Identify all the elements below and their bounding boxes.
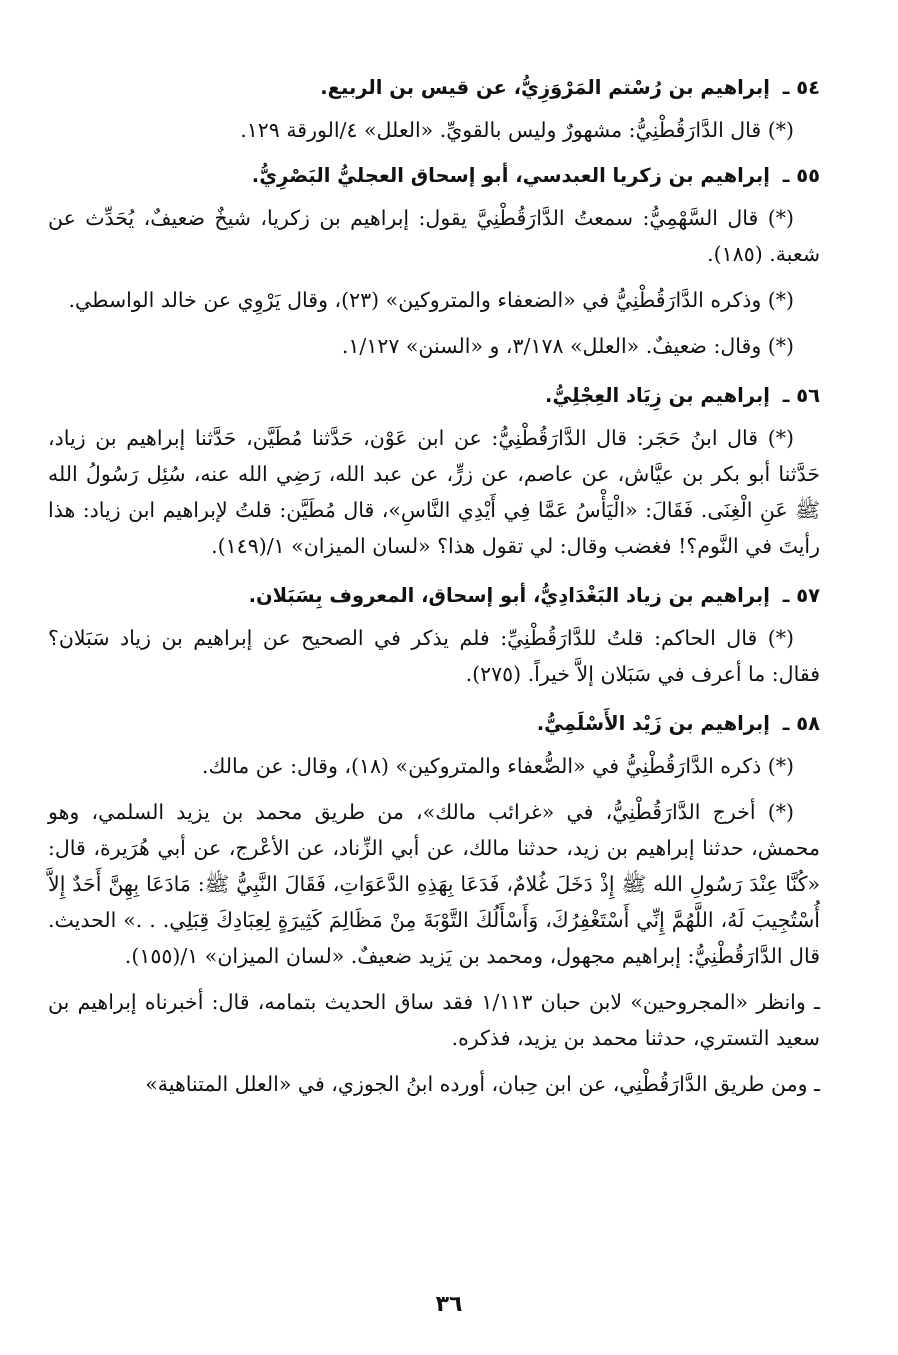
- entry-paragraph: (*) وذكره الدَّارَقُطْنِيُّ في «الضعفاء والمتروكين» (٢٣)، وقال يَرْوِي عن خالد الواسطي.: [68, 288, 794, 312]
- entry-note: ـ ومن طريق الدَّارَقُطْنِي، عن ابن حِبان، أورده ابنُ الجوزي، في «العلل المتناهية»: [145, 1072, 820, 1096]
- entry-heading: إبراهيم بن زكريا العبدسي، أبو إسحاق العجليُّ البَصْرِيُّ.: [251, 164, 770, 187]
- entry-heading: إبراهيم بن زياد البَغْدَادِيُّ، أبو إسحاق، المعروف بِسَبَلان.: [248, 584, 770, 607]
- entry-number: ٥٧ ـ: [782, 584, 820, 607]
- entry-title: [48, 158, 820, 194]
- entry-title: [48, 578, 820, 614]
- entry-number: ٥٥ ـ: [782, 164, 820, 187]
- entry-heading: إبراهيم بن زِيَاد العِجْلِيُّ.: [545, 384, 770, 407]
- entry-paragraph: (*) وقال: ضعيفٌ. «العلل» ٣/١٧٨، و «السنن» ١/١٢٧.: [341, 334, 794, 358]
- entry-heading: إبراهيم بن رُسْتم المَرْوَزِيُّ، عن قيس بن الربيع.: [320, 76, 770, 99]
- entry-paragraph: (*) أخرج الدَّارَقُطْنِيُّ، في «غرائب مالك»، من طريق محمد بن يزيد السلمي، وهو محمش، حدثنا إبراهيم بن زيد، حدثنا مالك، عن أبي الزِّناد، عن الأعْرج، عن أبي هُرَيرة، قال: «كُنَّا عِنْدَ رَسُولِ الله ﷺ إِذْ دَخَلَ غُلامٌ، فَدَعَا بِهَذِهِ الدَّعَوَاتِ، فَقَالَ النَّبِيُّ ﷺ: مَادَعَا بِهِنَّ أَحَدٌ إِلاَّ أُسْتُجِيبَ لَهُ، اللَّهُمَّ إِنِّي أَسْتَغْفِرُكَ، وَأَسْأَلُكَ التَّوْبَةَ مِنْ مَظَالِمَ كَثِيرَةٍ لِعِبَادِكَ قِبَلِي. . .» الحديث. قال الدَّارَقُطْنِيُّ: إبراهيم مجهول، ومحمد بن يَزيد ضعيفٌ. «لسان الميزان» ١/(١٥٥).: [48, 800, 820, 968]
- entry-number: ٥٨ ـ: [782, 712, 820, 735]
- entry-57: [48, 578, 820, 692]
- entry-58: [48, 706, 820, 1102]
- entry-paragraph: (*) ذكره الدَّارَقُطْنِيُّ في «الضُّعفاء والمتروكين» (١٨)، وقال: عن مالك.: [202, 754, 794, 778]
- entry-title: [48, 378, 820, 414]
- entry-56: [48, 378, 820, 564]
- page-number: ٣٦: [435, 1292, 463, 1317]
- entry-paragraph: (*) قال الحاكم: قلتُ للدَّارَقُطْنِيِّ: فلم يذكر في الصحيح عن إبراهيم بن زياد سَبَلان؟ فقال: ما أعرف في سَبَلان إلاَّ خيراً. (٢٧٥).: [48, 626, 820, 686]
- entry-number: ٥٤ ـ: [782, 76, 820, 99]
- entry-55: [48, 158, 820, 364]
- entry-paragraph: (*) قال الدَّارَقُطْنِيُّ: مشهورٌ وليس بالقويِّ. «العلل» ٤/الورقة ١٢٩.: [240, 118, 794, 142]
- entry-note: ـ وانظر «المجروحين» لابن حبان ١/١١٣ فقد ساق الحديث بتمامه، قال: أخبرناه إبراهيم بن سعيد التستري، حدثنا محمد بن يزيد، فذكره.: [48, 990, 821, 1050]
- entry-paragraph: (*) قال السَّهْمِيُّ: سمعتُ الدَّارَقُطْنِيَّ يقول: إبراهيم بن زكريا، شيخٌ ضعيفٌ، يُحَدِّث عن شعبة. (١٨٥).: [48, 206, 820, 266]
- entry-number: ٥٦ ـ: [782, 384, 820, 407]
- entry-title: [48, 706, 820, 742]
- entry-heading: إبراهيم بن زَيْد الأَسْلَمِيُّ.: [536, 712, 770, 735]
- entry-54: [48, 70, 820, 148]
- page-body: [48, 70, 820, 1112]
- entry-paragraph: (*) قال ابنُ حَجَر: قال الدَّارَقُطْنِيُّ: عن ابن عَوْن، حَدَّثنا مُطَيَّن، حَدَّثنا إبراهيم بن زياد، حَدَّثنا أبو بكر بن عيَّاش، عن عاصم، عن زرٍّ، عن عبد الله، رَضِي الله عنه، سُئِل رَسُولُ الله ﷺ عَنِ الْغِنَى. فَقَالَ: «الْيَأْسُ عَمَّا فِي أَيْدِي النَّاسِ»، قال مُطَيَّن: قلتُ لإبراهيم ابن زياد: هذا رأيتَ في النَّوم؟! فغضب وقال: لي تقول هذا؟ «لسان الميزان» ١/(١٤٩).: [48, 426, 820, 558]
- entry-title: [48, 70, 820, 106]
